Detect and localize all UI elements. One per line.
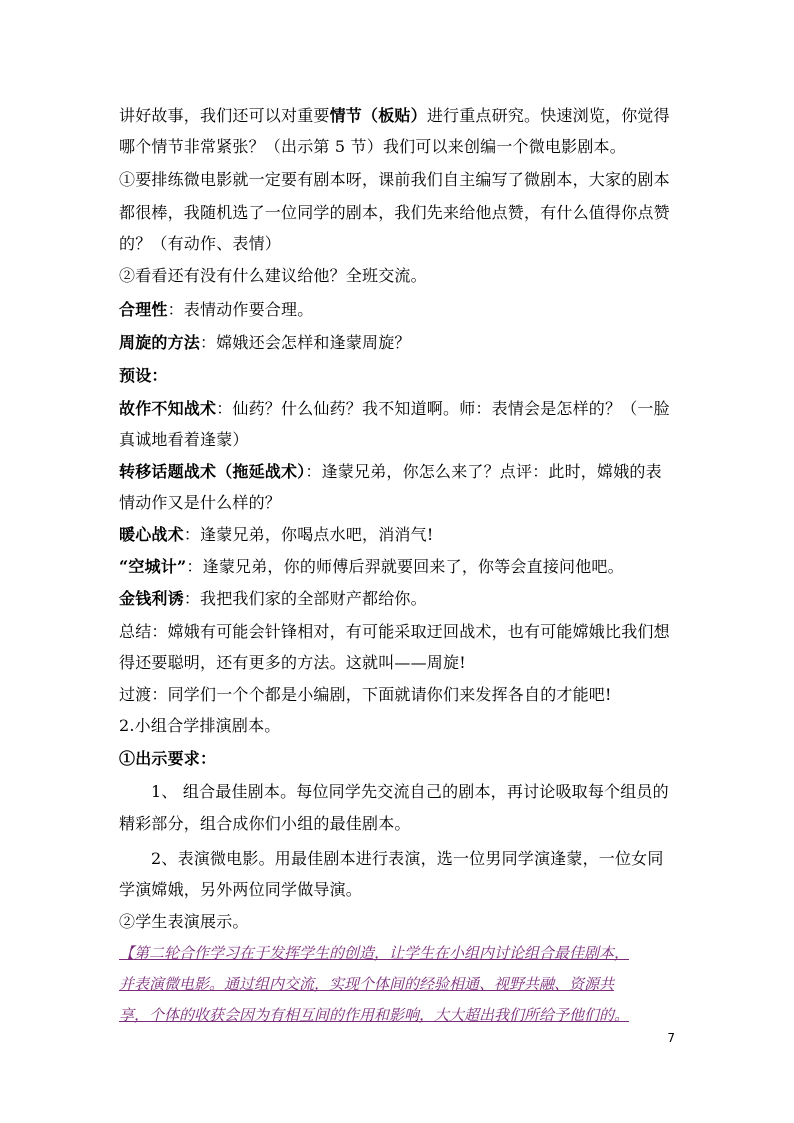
bold-term: “空城计”: [119, 557, 187, 576]
text-segment: ：我把我们家的全部财产都给你。: [183, 589, 427, 608]
text-segment: ：嫦娥还会怎样和逢蒙周旋？: [200, 333, 411, 352]
text-line: [119, 331, 704, 355]
text-line: [119, 587, 704, 611]
bold-term: 转移话题战术（拖延战术）: [119, 462, 306, 481]
text-line: [119, 135, 704, 159]
text-line: [119, 523, 704, 547]
text-segment: 哪个情节非常紧张？（出示第 5 节）我们可以来创编一个微电影剧本。: [119, 137, 626, 156]
text-line: [119, 298, 704, 322]
text-segment: 学演嫦娥，另外两位同学做导演。: [119, 880, 363, 899]
text-segment: ①要排练微电影就一定要有剧本呀，课前我们自主编写了微剧本，大家的剧本: [119, 170, 670, 189]
text-line: [119, 460, 704, 484]
text-line: [119, 747, 704, 771]
text-line: [119, 555, 704, 579]
text-line: [151, 780, 704, 804]
text-line: [151, 847, 704, 871]
text-segment: 情动作又是什么样的？: [119, 493, 282, 512]
bold-term: 情节（板贴）: [329, 106, 427, 125]
text-line: [119, 104, 704, 128]
note-line: 【第二轮合作学习在于发挥学生的创造，让学生在小组内讨论组合最佳剧本，: [119, 944, 630, 962]
text-segment: 进行重点研究。快速浏览，你觉得: [426, 106, 670, 125]
text-line: [119, 714, 704, 738]
bold-term: 暖心战术: [119, 525, 184, 544]
text-segment: 总结：嫦娥有可能会针锋相对，有可能采取迂回战术，也有可能嫦娥比我们想: [119, 622, 670, 641]
text-segment: 的？（有动作、表情）: [119, 234, 282, 253]
text-line: [119, 428, 704, 452]
page-number: 7: [667, 1031, 675, 1045]
text-segment: ：逢蒙兄弟，你的师傅后羿就要回来了，你等会直接问他吧。: [186, 557, 624, 576]
text-line: [119, 364, 704, 388]
text-segment: ：逢蒙兄弟，你怎么来了？点评：此时，嫦娥的表: [305, 462, 662, 481]
bold-term: ①出示要求：: [119, 749, 217, 768]
text-segment: 2、表演微电影。用最佳剧本进行表演，选一位男同学演逢蒙，一位女同: [151, 849, 664, 868]
text-line: [119, 168, 704, 192]
text-line: [119, 910, 704, 934]
text-segment: 真诚地看着逢蒙）: [119, 430, 249, 449]
text-segment: ：仙药？什么仙药？我不知道啊。师：表情会是怎样的？（一脸: [216, 399, 670, 418]
text-segment: ②看看还有没有什么建议给他？全班交流。: [119, 266, 427, 285]
text-segment: 得还要聪明，还有更多的方法。这就叫——周旋!: [119, 653, 466, 672]
text-segment: 都很棒，我随机选了一位同学的剧本，我们先来给他点赞，有什么值得你点赞: [119, 203, 670, 222]
text-line: [119, 683, 704, 707]
text-segment: 1、 组合最佳剧本。每位同学先交流自己的剧本，再讨论吸取每个组员的: [151, 782, 669, 801]
bold-term: 金钱利诱: [119, 589, 184, 608]
text-line: [119, 812, 704, 836]
bold-term: 周旋的方法: [119, 333, 201, 352]
text-line: [119, 651, 704, 675]
text-line: [119, 878, 704, 902]
text-segment: 2.小组合学排演剧本。: [119, 716, 281, 735]
text-line: [119, 620, 704, 644]
note-line: 享，个体的收获会因为有相互间的作用和影响，大大超出我们所给予他们的。: [119, 1006, 630, 1024]
bold-term: 故作不知战术: [119, 399, 217, 418]
text-line: [119, 264, 704, 288]
text-line: [119, 397, 704, 421]
bold-term: 合理性: [119, 300, 168, 319]
text-line: [119, 491, 704, 515]
bold-term: 预设：: [119, 366, 168, 385]
text-segment: ：逢蒙兄弟，你喝点水吧，消消气!: [183, 525, 434, 544]
text-segment: ：表情动作要合理。: [167, 300, 314, 319]
note-line: 并表演微电影。通过组内交流，实现个体间的经验相通、视野共融、资源共: [119, 975, 615, 993]
text-segment: 过渡：同学们一个个都是小编剧，下面就请你们来发挥各自的才能吧!: [119, 685, 612, 704]
text-segment: 讲好故事，我们还可以对重要: [119, 106, 330, 125]
text-segment: ②学生表演展示。: [119, 912, 249, 931]
text-segment: 精彩部分，组合成你们小组的最佳剧本。: [119, 814, 411, 833]
text-line: [119, 232, 704, 256]
text-line: [119, 201, 704, 225]
